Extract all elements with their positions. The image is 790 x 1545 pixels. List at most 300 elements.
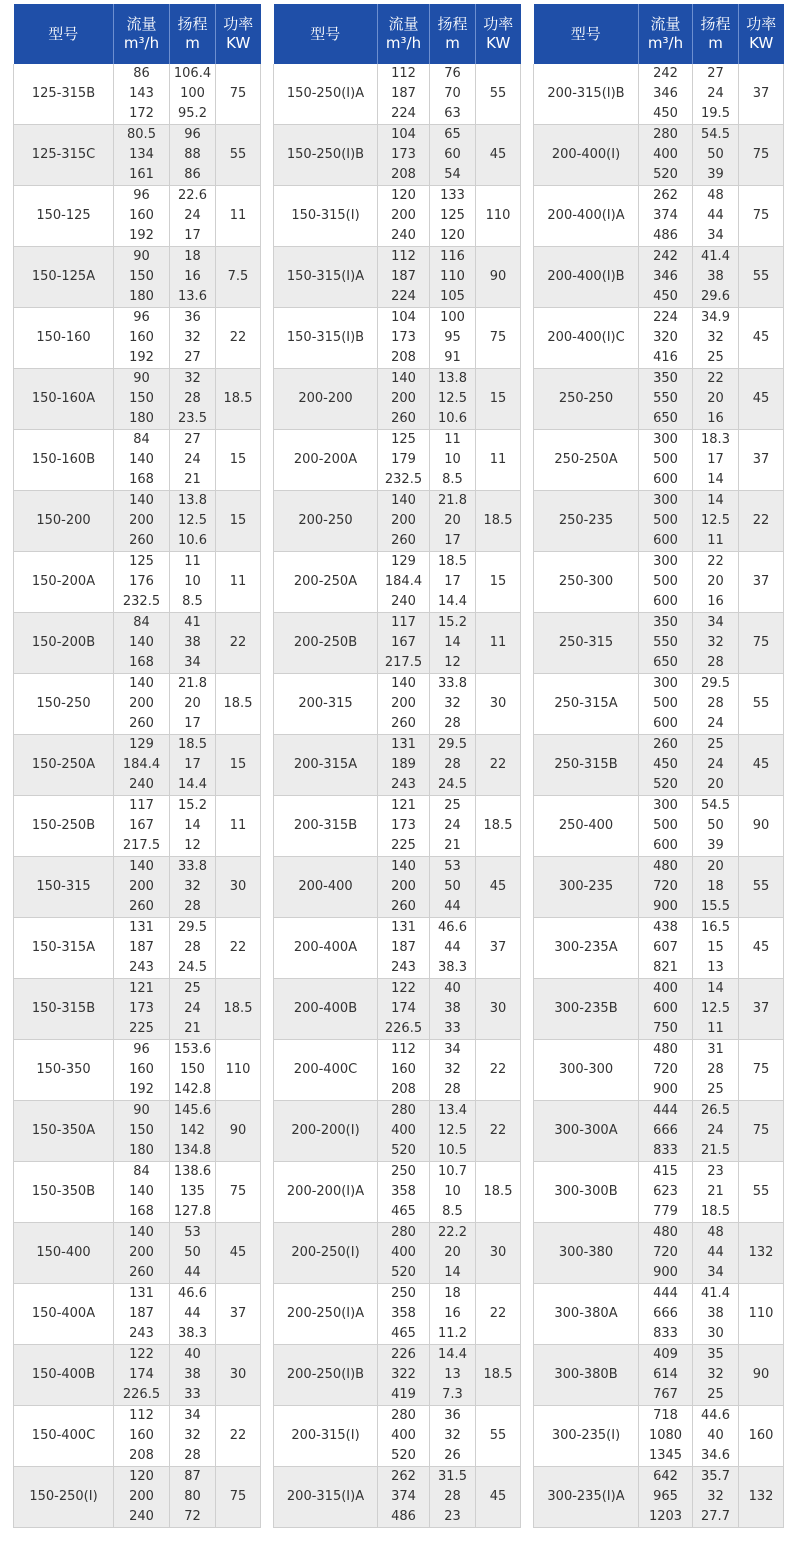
model-cell: 200-400(Ⅰ)A — [534, 186, 639, 247]
head-cell — [170, 857, 216, 918]
flow-cell — [114, 308, 170, 369]
head-value: 28 — [707, 1062, 724, 1077]
model-cell: 150-315A — [14, 918, 114, 979]
model-cell: 150-350 — [14, 1040, 114, 1101]
head-cell — [170, 613, 216, 674]
flow-value: 125 — [129, 554, 154, 569]
head-cell — [430, 1223, 476, 1284]
head-value: 15.2 — [178, 798, 207, 813]
flow-value: 121 — [391, 798, 416, 813]
flow-value: 208 — [391, 350, 416, 365]
head-value: 39 — [707, 838, 724, 853]
flow-value: 450 — [653, 289, 678, 304]
head-value: 100 — [440, 310, 465, 325]
head-value: 36 — [184, 310, 201, 325]
table-row — [274, 1223, 521, 1284]
model-cell: 300-300B — [534, 1162, 639, 1223]
head-cell — [430, 613, 476, 674]
flow-cell — [378, 491, 430, 552]
head-cell — [430, 1467, 476, 1528]
flow-value: 225 — [391, 838, 416, 853]
power-cell: 18.5 — [476, 796, 521, 857]
table-row — [14, 430, 261, 491]
flow-cell — [114, 857, 170, 918]
head-value: 110 — [440, 269, 465, 284]
head-value: 34 — [707, 1265, 724, 1280]
header-head — [693, 4, 739, 64]
header-model — [274, 4, 378, 64]
power-cell: 37 — [739, 979, 784, 1040]
flow-value: 480 — [653, 1042, 678, 1057]
flow-value: 104 — [391, 310, 416, 325]
flow-value: 400 — [391, 1245, 416, 1260]
table-row — [534, 1467, 784, 1528]
model-cell: 125-315B — [14, 64, 114, 125]
head-value: 24 — [184, 208, 201, 223]
head-value: 32 — [707, 635, 724, 650]
flow-cell — [114, 918, 170, 979]
head-cell — [170, 1040, 216, 1101]
flow-value: 900 — [653, 899, 678, 914]
head-value: 48 — [707, 1225, 724, 1240]
flow-value: 122 — [391, 981, 416, 996]
flow-cell — [639, 857, 693, 918]
head-value: 53 — [184, 1225, 201, 1240]
head-value: 20 — [707, 391, 724, 406]
power-cell: 11 — [216, 796, 261, 857]
flow-value: 720 — [653, 879, 678, 894]
table-row — [14, 735, 261, 796]
head-cell — [430, 857, 476, 918]
power-cell: 37 — [739, 552, 784, 613]
flow-value: 174 — [129, 1367, 154, 1382]
head-value: 24.5 — [438, 777, 467, 792]
power-cell: 45 — [476, 125, 521, 186]
power-cell: 30 — [216, 857, 261, 918]
head-value: 48 — [707, 188, 724, 203]
head-value: 40 — [707, 1428, 724, 1443]
head-value: 40 — [444, 981, 461, 996]
flow-value: 90 — [133, 249, 150, 264]
table-row — [534, 857, 784, 918]
flow-value: 140 — [391, 371, 416, 386]
model-cell: 150-250B — [14, 796, 114, 857]
head-value: 36 — [444, 1408, 461, 1423]
flow-value: 168 — [129, 472, 154, 487]
head-value: 50 — [707, 147, 724, 162]
flow-value: 300 — [653, 432, 678, 447]
flow-cell — [378, 1406, 430, 1467]
head-value: 54.5 — [701, 127, 730, 142]
flow-cell — [114, 1467, 170, 1528]
head-value: 96 — [184, 127, 201, 142]
head-value: 34.6 — [701, 1448, 730, 1463]
table-row — [14, 613, 261, 674]
flow-cell — [378, 186, 430, 247]
flow-value: 187 — [391, 940, 416, 955]
flow-value: 600 — [653, 1001, 678, 1016]
head-value: 46.6 — [178, 1286, 207, 1301]
flow-value: 224 — [391, 106, 416, 121]
head-value: 44 — [444, 899, 461, 914]
flow-value: 520 — [391, 1448, 416, 1463]
flow-value: 96 — [133, 1042, 150, 1057]
table-row — [14, 247, 261, 308]
power-cell: 45 — [476, 1467, 521, 1528]
head-value: 44 — [184, 1265, 201, 1280]
head-value: 27 — [184, 350, 201, 365]
power-cell: 55 — [476, 1406, 521, 1467]
model-cell: 150-350A — [14, 1101, 114, 1162]
table-row — [14, 857, 261, 918]
flow-cell — [639, 979, 693, 1040]
flow-value: 168 — [129, 1204, 154, 1219]
head-value: 11 — [444, 432, 461, 447]
flow-cell — [114, 735, 170, 796]
flow-value: 224 — [391, 289, 416, 304]
power-cell: 75 — [216, 64, 261, 125]
flow-value: 160 — [129, 330, 154, 345]
head-value: 72 — [184, 1509, 201, 1524]
head-value: 150 — [180, 1062, 205, 1077]
head-value: 18.5 — [178, 737, 207, 752]
flow-value: 131 — [391, 737, 416, 752]
power-cell: 22 — [476, 1101, 521, 1162]
flow-value: 500 — [653, 574, 678, 589]
head-value: 21 — [444, 838, 461, 853]
head-value: 18.3 — [701, 432, 730, 447]
flow-value: 262 — [391, 1469, 416, 1484]
head-value: 106.4 — [173, 66, 212, 81]
model-cell: 200-200A — [274, 430, 378, 491]
flow-value: 140 — [129, 452, 154, 467]
table-row — [14, 1223, 261, 1284]
table-row — [274, 735, 521, 796]
power-cell: 22 — [476, 1040, 521, 1101]
flow-value: 200 — [129, 1245, 154, 1260]
table-row — [14, 1345, 261, 1406]
flow-value: 192 — [129, 350, 154, 365]
model-cell: 150-250(Ⅰ)A — [274, 64, 378, 125]
flow-value: 125 — [391, 432, 416, 447]
flow-cell — [378, 125, 430, 186]
flow-value: 129 — [129, 737, 154, 752]
head-cell — [170, 1162, 216, 1223]
flow-value: 400 — [653, 981, 678, 996]
flow-value: 480 — [653, 1225, 678, 1240]
head-value: 30 — [707, 1326, 724, 1341]
power-cell: 75 — [216, 1467, 261, 1528]
header-power — [216, 4, 261, 64]
power-cell: 30 — [216, 1345, 261, 1406]
head-value: 12.5 — [701, 513, 730, 528]
head-cell — [693, 796, 739, 857]
head-value: 24 — [707, 716, 724, 731]
header-model — [534, 4, 639, 64]
head-value: 7.3 — [442, 1387, 463, 1402]
flow-value: 250 — [391, 1286, 416, 1301]
flow-value: 322 — [391, 1367, 416, 1382]
flow-value: 486 — [653, 228, 678, 243]
head-value: 25 — [707, 1387, 724, 1402]
model-cell: 250-300 — [534, 552, 639, 613]
flow-cell — [114, 1284, 170, 1345]
flow-cell — [114, 1223, 170, 1284]
table-row — [534, 674, 784, 735]
flow-cell — [639, 1223, 693, 1284]
head-value: 21.8 — [438, 493, 467, 508]
flow-cell — [378, 1467, 430, 1528]
head-cell — [693, 857, 739, 918]
model-cell: 200-250B — [274, 613, 378, 674]
flow-value: 500 — [653, 818, 678, 833]
flow-cell — [378, 552, 430, 613]
head-value: 41.4 — [701, 249, 730, 264]
flow-cell — [639, 308, 693, 369]
head-value: 18 — [444, 1286, 461, 1301]
flow-cell — [378, 1162, 430, 1223]
power-cell: 22 — [216, 308, 261, 369]
head-cell — [693, 979, 739, 1040]
flow-value: 821 — [653, 960, 678, 975]
flow-value: 187 — [391, 86, 416, 101]
flow-value: 444 — [653, 1286, 678, 1301]
head-value: 15.2 — [438, 615, 467, 630]
flow-cell — [639, 1284, 693, 1345]
head-value: 18.5 — [438, 554, 467, 569]
model-cell: 200-250(Ⅰ)A — [274, 1284, 378, 1345]
flow-cell — [114, 1406, 170, 1467]
flow-value: 242 — [653, 66, 678, 81]
table-row — [534, 979, 784, 1040]
head-cell — [693, 1406, 739, 1467]
power-cell: 7.5 — [216, 247, 261, 308]
flow-value: 187 — [391, 269, 416, 284]
power-cell: 37 — [476, 918, 521, 979]
flow-cell — [639, 186, 693, 247]
flow-value: 200 — [391, 696, 416, 711]
power-cell: 45 — [476, 857, 521, 918]
flow-cell — [378, 1101, 430, 1162]
head-value: 32 — [707, 1489, 724, 1504]
flow-value: 131 — [391, 920, 416, 935]
flow-value: 84 — [133, 1164, 150, 1179]
power-cell: 22 — [216, 613, 261, 674]
model-cell: 200-315(Ⅰ) — [274, 1406, 378, 1467]
flow-value: 450 — [653, 106, 678, 121]
head-cell — [693, 491, 739, 552]
head-value: 38.3 — [178, 1326, 207, 1341]
flow-value: 720 — [653, 1062, 678, 1077]
table-row — [534, 1345, 784, 1406]
flow-value: 650 — [653, 411, 678, 426]
head-value: 14.4 — [178, 777, 207, 792]
head-value: 125 — [440, 208, 465, 223]
flow-cell — [114, 979, 170, 1040]
power-cell: 45 — [739, 918, 784, 979]
head-cell — [430, 1345, 476, 1406]
flow-value: 438 — [653, 920, 678, 935]
head-value: 11 — [707, 533, 724, 548]
flow-value: 262 — [653, 188, 678, 203]
flow-value: 120 — [129, 1469, 154, 1484]
table-row — [274, 491, 521, 552]
table-row — [534, 1284, 784, 1345]
head-value: 8.5 — [442, 472, 463, 487]
header-model — [14, 4, 114, 64]
power-cell: 15 — [476, 369, 521, 430]
head-value: 54 — [444, 167, 461, 182]
header-head-text: 扬程 — [437, 15, 468, 33]
flow-value: 140 — [129, 635, 154, 650]
flow-cell — [639, 369, 693, 430]
head-value: 26 — [444, 1448, 461, 1463]
flow-value: 104 — [391, 127, 416, 142]
head-cell — [693, 674, 739, 735]
flow-cell — [639, 918, 693, 979]
flow-value: 173 — [391, 330, 416, 345]
flow-value: 160 — [391, 1062, 416, 1077]
head-value: 10 — [444, 452, 461, 467]
head-cell — [430, 735, 476, 796]
head-cell — [430, 64, 476, 125]
head-value: 32 — [184, 879, 201, 894]
head-value: 27.7 — [701, 1509, 730, 1524]
flow-value: 217.5 — [384, 655, 423, 670]
header-model-text: 型号 — [48, 24, 79, 43]
model-cell: 200-400C — [274, 1040, 378, 1101]
model-cell: 125-315C — [14, 125, 114, 186]
flow-value: 173 — [129, 1001, 154, 1016]
head-value: 23.5 — [178, 411, 207, 426]
head-value: 28 — [707, 655, 724, 670]
table-row — [274, 552, 521, 613]
model-cell: 150-125 — [14, 186, 114, 247]
table-row — [534, 1223, 784, 1284]
power-cell: 22 — [216, 918, 261, 979]
flow-value: 226.5 — [384, 1021, 423, 1036]
head-value: 15 — [707, 940, 724, 955]
flow-cell — [639, 125, 693, 186]
head-value: 142.8 — [173, 1082, 212, 1097]
head-value: 12.5 — [438, 391, 467, 406]
head-value: 142 — [180, 1123, 205, 1138]
head-cell — [693, 1467, 739, 1528]
head-value: 24 — [707, 86, 724, 101]
flow-value: 112 — [391, 249, 416, 264]
flow-cell — [114, 369, 170, 430]
flow-value: 358 — [391, 1306, 416, 1321]
table-row — [274, 1284, 521, 1345]
header-flow — [639, 4, 693, 64]
flow-value: 520 — [391, 1265, 416, 1280]
power-cell: 11 — [476, 430, 521, 491]
model-cell: 150-400 — [14, 1223, 114, 1284]
flow-value: 200 — [391, 391, 416, 406]
header-head-text: 扬程 — [177, 15, 208, 33]
head-value: 24 — [184, 1001, 201, 1016]
power-cell: 18.5 — [476, 491, 521, 552]
flow-value: 150 — [129, 1123, 154, 1138]
flow-value: 168 — [129, 655, 154, 670]
head-value: 38 — [707, 1306, 724, 1321]
flow-value: 200 — [391, 879, 416, 894]
flow-value: 623 — [653, 1184, 678, 1199]
table-row — [534, 125, 784, 186]
flow-value: 374 — [653, 208, 678, 223]
head-value: 25 — [707, 737, 724, 752]
header-power-text: KW — [226, 34, 251, 52]
flow-value: 179 — [391, 452, 416, 467]
head-value: 22.2 — [438, 1225, 467, 1240]
head-cell — [170, 186, 216, 247]
flow-value: 260 — [391, 533, 416, 548]
model-cell: 300-380A — [534, 1284, 639, 1345]
head-cell — [693, 735, 739, 796]
flow-cell — [114, 430, 170, 491]
flow-cell — [114, 1101, 170, 1162]
head-value: 14 — [184, 818, 201, 833]
flow-value: 300 — [653, 676, 678, 691]
head-cell — [170, 979, 216, 1040]
model-cell: 200-250 — [274, 491, 378, 552]
flow-cell — [114, 552, 170, 613]
power-cell: 90 — [476, 247, 521, 308]
table-row — [274, 247, 521, 308]
head-value: 50 — [184, 1245, 201, 1260]
head-cell — [693, 1040, 739, 1101]
flow-value: 129 — [391, 554, 416, 569]
flow-value: 400 — [391, 1428, 416, 1443]
table-row — [274, 1345, 521, 1406]
head-cell — [430, 430, 476, 491]
flow-value: 1345 — [648, 1448, 683, 1463]
model-cell: 150-200B — [14, 613, 114, 674]
flow-value: 161 — [129, 167, 154, 182]
flow-value: 173 — [391, 147, 416, 162]
power-cell: 22 — [739, 491, 784, 552]
flow-value: 243 — [391, 777, 416, 792]
flow-cell — [114, 247, 170, 308]
head-cell — [170, 674, 216, 735]
model-cell: 200-400B — [274, 979, 378, 1040]
flow-value: 400 — [391, 1123, 416, 1138]
head-value: 12.5 — [438, 1123, 467, 1138]
head-value: 88 — [184, 147, 201, 162]
flow-value: 419 — [391, 1387, 416, 1402]
flow-value: 260 — [653, 737, 678, 752]
flow-value: 208 — [391, 1082, 416, 1097]
header-power-text: 功率 — [483, 15, 514, 33]
flow-value: 226.5 — [122, 1387, 161, 1402]
flow-value: 117 — [391, 615, 416, 630]
head-value: 18 — [184, 249, 201, 264]
flow-value: 184.4 — [122, 757, 161, 772]
head-value: 15.5 — [701, 899, 730, 914]
header-flow-text: 流量 — [388, 15, 419, 33]
flow-cell — [378, 430, 430, 491]
model-cell: 200-315B — [274, 796, 378, 857]
head-value: 14 — [444, 1265, 461, 1280]
flow-value: 600 — [653, 533, 678, 548]
flow-cell — [639, 613, 693, 674]
flow-value: 666 — [653, 1306, 678, 1321]
head-value: 27 — [184, 432, 201, 447]
head-value: 21 — [184, 1021, 201, 1036]
head-value: 16 — [707, 411, 724, 426]
head-cell — [430, 369, 476, 430]
flow-value: 192 — [129, 1082, 154, 1097]
